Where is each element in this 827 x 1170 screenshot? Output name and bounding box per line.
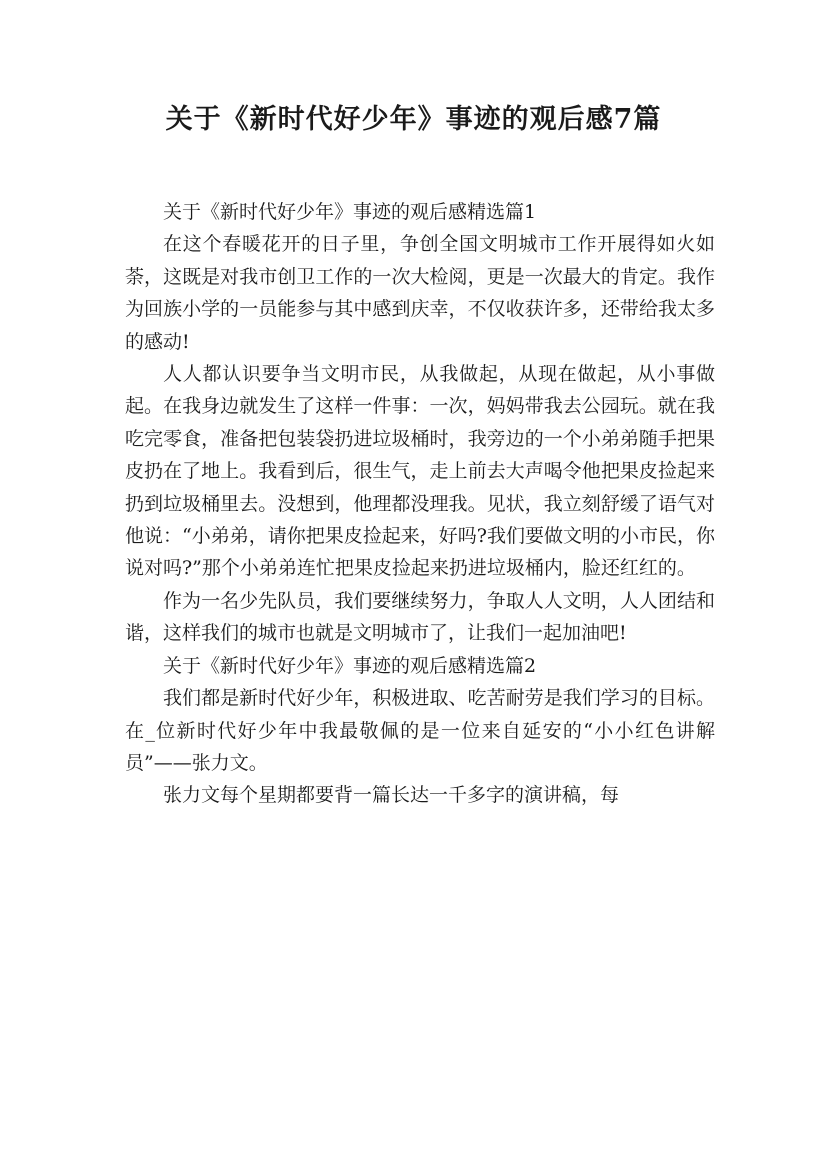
section-heading-2: 关于《新时代好少年》事迹的观后感精选篇2	[163, 654, 537, 677]
section-heading-1: 关于《新时代好少年》事迹的观后感精选篇1	[163, 201, 537, 223]
document-body	[125, 196, 715, 812]
paragraph-4: 我们都是新时代好少年，积极进取、吃苦耐劳是我们学习的目标。在_位新时代好少年中我最敬佩的是一位来自延安的“小小红色讲解员”——张力文。	[125, 687, 715, 774]
paragraph-1: 在这个春暖花开的日子里，争创全国文明城市工作开展得如火如荼，这既是对我市创卫工作的一次大检阅，更是一次最大的肯定。我作为回族小学的一员能参与其中感到庆幸，不仅收获许多，还带给我太多的感动!	[125, 233, 715, 353]
paragraph-3: 作为一名少先队员，我们要继续努力，争取人人文明，人人团结和谐，这样我们的城市也就是文明城市了，让我们一起加油吧!	[125, 589, 715, 645]
document-title: 关于《新时代好少年》事迹的观后感7篇	[165, 104, 662, 135]
paragraph-2: 人人都认识要争当文明市民，从我做起，从现在做起，从小事做起。在我身边就发生了这样一件事：一次，妈妈带我去公园玩。就在我吃完零食，准备把包装袋扔进垃圾桶时，我旁边的一个小弟弟随手把果皮扔在了地上。我看到后，很生气，走上前去大声喝令他把果皮捡起来扔到垃圾桶里去。没想到，他理都没理我。见状，我立刻舒缓了语气对他说：“小弟弟，请你把果皮捡起来，好吗?我们要做文明的小市民，你说对吗?”那个小弟弟连忙把果皮捡起来扔进垃圾桶内，脸还红红的。	[125, 363, 715, 580]
paragraph-5: 张力文每个星期都要背一篇长达一千多字的演讲稿，每	[163, 784, 620, 807]
